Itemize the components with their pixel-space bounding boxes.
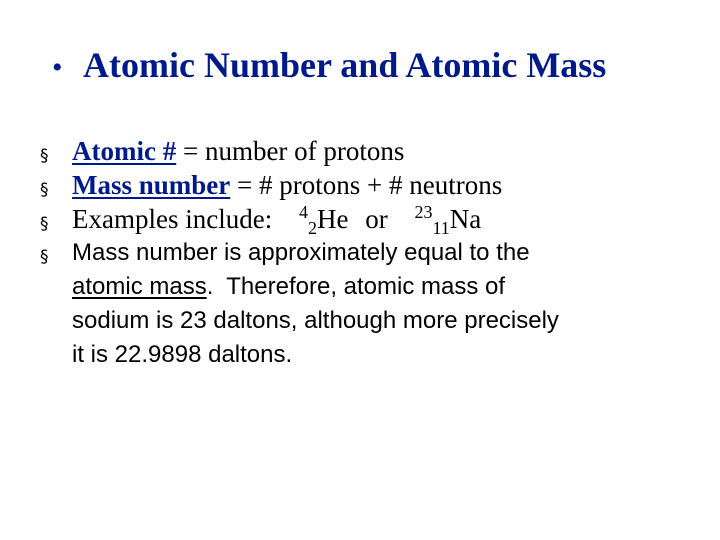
section-marker-icon: § [40, 146, 49, 166]
bullet-atomic-mass [40, 236, 700, 372]
slide-title [52, 44, 692, 86]
section-marker-icon: § [40, 214, 49, 234]
or-word: or [365, 204, 388, 234]
section-marker-icon: § [40, 180, 49, 200]
atomic-mass-line-2 [72, 270, 700, 304]
atomic-mass-line-3: sodium is 23 daltons, although more precisely [72, 307, 559, 334]
sodium-mass-number: 23 [414, 202, 433, 222]
bullet-atomic-number [40, 134, 700, 168]
slide-title-text: Atomic Number and Atomic Mass [83, 45, 607, 85]
term-atomic-number: Atomic # [72, 136, 177, 166]
atomic-mass-line-4: it is 22.9898 daltons. [72, 341, 293, 368]
bullet-examples [40, 202, 700, 236]
term-mass-number: Mass number [72, 170, 231, 200]
definition-mass-number: = # protons + # neutrons [230, 170, 503, 200]
examples-prefix: Examples include: [72, 204, 273, 234]
bullet-mass-number [40, 168, 700, 202]
sodium-symbol: Na [449, 204, 482, 234]
helium-mass-number: 4 [298, 202, 308, 222]
bullet-list [40, 134, 700, 372]
bullet-dot-icon: • [52, 51, 63, 84]
term-atomic-mass: atomic mass [72, 273, 207, 300]
sodium-atomic-number: 11 [432, 218, 450, 238]
helium-symbol: He [316, 204, 349, 234]
helium-atomic-number: 2 [307, 218, 317, 238]
definition-atomic-number: = number of protons [176, 136, 405, 166]
atomic-mass-line-1: Mass number is approximately equal to the [72, 239, 530, 266]
section-marker-icon: § [40, 247, 49, 267]
atomic-mass-line-2-rest: . Therefore, atomic mass of [206, 273, 506, 300]
